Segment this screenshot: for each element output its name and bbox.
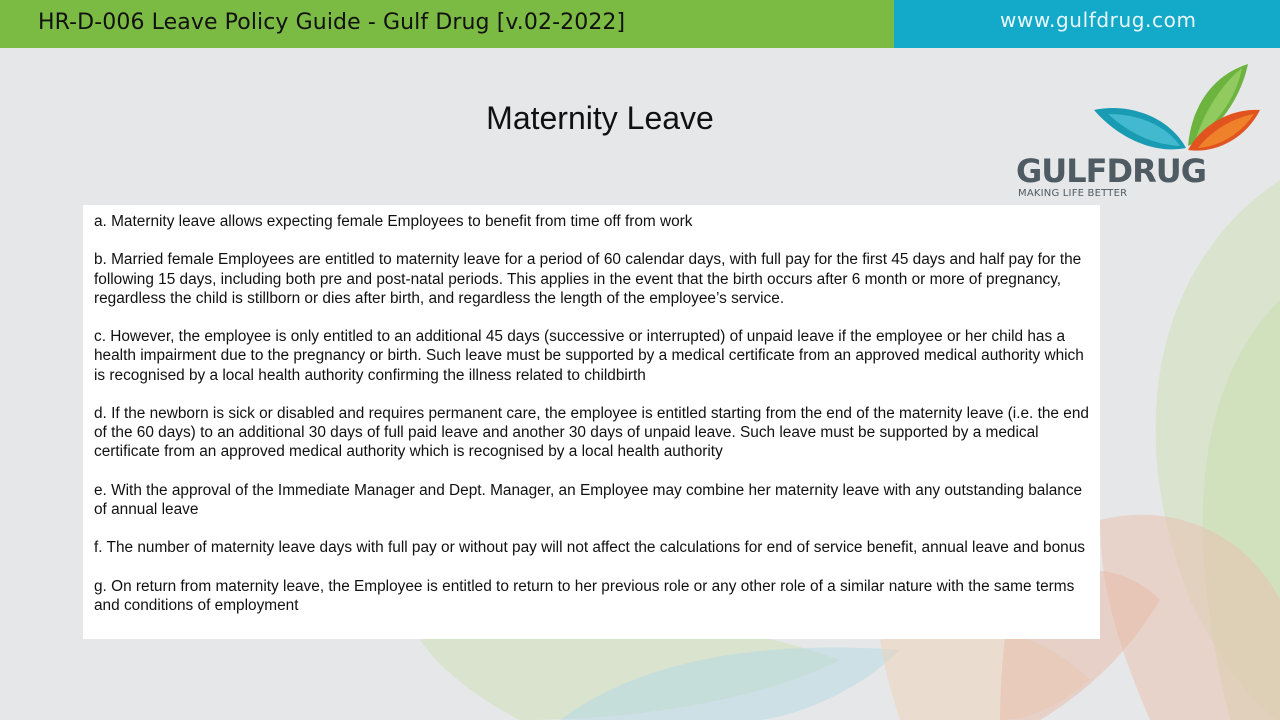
policy-paragraph-c: c. However, the employee is only entitled to an additional 45 days (successive or interrupted) of unpaid leave if the employee or her child has a health impairment due to the pregnancy or birth. Such leave must be supported by a medical certificate from an approved medical authority which is recognised by a local health authority confirming the illness related to childbirth bbox=[94, 328, 1084, 384]
policy-paragraph-d: d. If the newborn is sick or disabled and requires permanent care, the employee is entitled starting from the end of the maternity leave (i.e. the end of the 60 days) to an additional 30 days of full paid leave and another 30 days of unpaid leave. Such leave must be supported by a medical certificate from an approved medical authority which is recognised by a local health authority bbox=[94, 404, 1089, 461]
header-bar-right bbox=[894, 0, 1280, 48]
policy-paragraph-e: e. With the approval of the Immediate Manager and Dept. Manager, an Employee may combine her maternity leave with any outstanding balance of annual leave bbox=[94, 481, 1083, 518]
policy-paragraph-a: a. Maternity leave allows expecting female Employees to benefit from time off from work bbox=[94, 213, 693, 230]
brand-name: GULFDRUG bbox=[1016, 152, 1206, 190]
slide-title: Maternity Leave bbox=[486, 100, 714, 136]
policy-paragraph-f: f. The number of maternity leave days with full pay or without pay will not affect the calculations for end of service benefit, annual leave and bonus bbox=[94, 539, 1085, 557]
header-bar-left bbox=[0, 0, 894, 48]
brand-tagline: MAKING LIFE BETTER bbox=[1018, 188, 1128, 199]
website-link[interactable]: www.gulfdrug.com bbox=[1000, 8, 1197, 32]
header-bar bbox=[0, 0, 1280, 48]
policy-paragraph-b: b. Married female Employees are entitled to maternity leave for a period of 60 calendar days, with full pay for the first 45 days and half pay for the following 15 days, including both pre and post-natal periods. This applies in the event that the birth occurs after 6 month or more of pregnancy, regardless the child is stillborn or dies after birth, and regardless the length of the employee’s service. bbox=[94, 251, 1082, 307]
policy-paragraph-g: g. On return from maternity leave, the Employee is entitled to return to her previous role or any other role of a similar nature with the same terms and conditions of employment bbox=[94, 577, 1075, 614]
document-title: HR-D-006 Leave Policy Guide - Gulf Drug [v.02-2022] bbox=[38, 10, 626, 35]
policy-content-box bbox=[83, 205, 1100, 639]
